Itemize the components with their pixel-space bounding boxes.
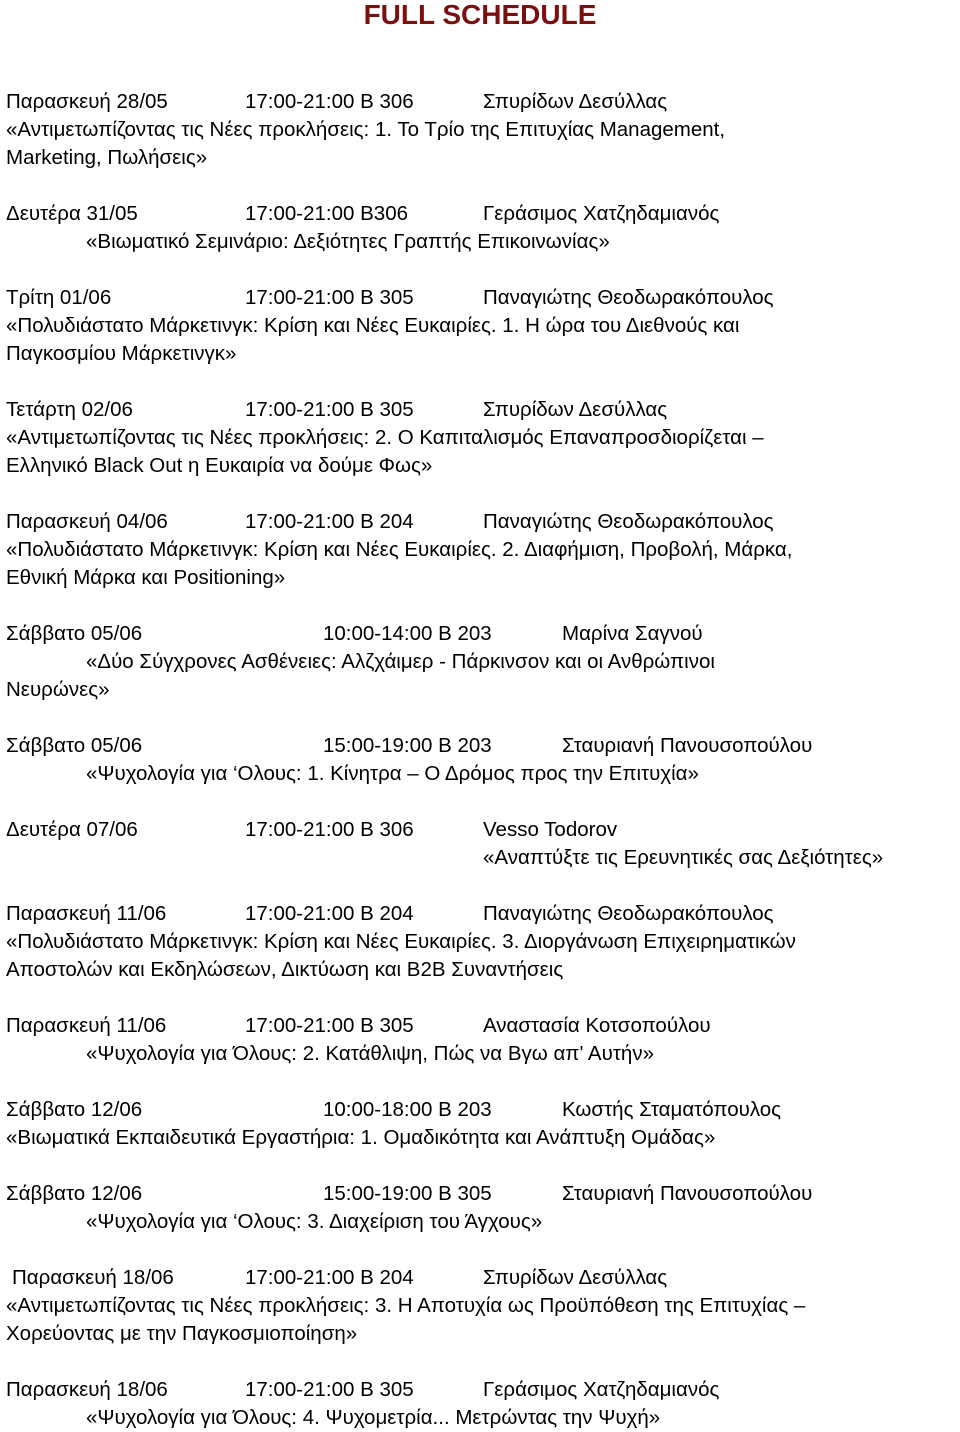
entry-description: «Ψυχολογία για ‘Ολους: 1. Κίνητρα – Ο Δρόμος προς την Επιτυχία» bbox=[86, 762, 699, 785]
entry-description: Αποστολών και Εκδηλώσεων, Δικτύωση και B2B Συναντήσεις bbox=[6, 958, 564, 981]
entry-description: «Αντιμετωπίζοντας τις Νέες προκλήσεις: 3. Η Αποτυχία ως Προϋπόθεση της Επιτυχίας – bbox=[6, 1294, 806, 1317]
entry-speaker: Παναγιώτης Θεοδωρακόπουλος bbox=[483, 510, 774, 533]
entry-description: Παγκοσμίου Μάρκετινγκ» bbox=[6, 342, 237, 365]
entry-day: Σάββατο 05/06 bbox=[6, 622, 143, 645]
entry-day: Σάββατο 12/06 bbox=[6, 1098, 143, 1121]
entry-speaker: Αναστασία Κοτσοπούλου bbox=[483, 1014, 711, 1037]
entry-time-room: 15:00-19:00 B 203 bbox=[323, 734, 492, 757]
entry-description: «Αναπτύξτε τις Ερευνητικές σας Δεξιότητες» bbox=[483, 846, 884, 869]
entry-speaker: Παναγιώτης Θεοδωρακόπουλος bbox=[483, 286, 774, 309]
page-title: FULL SCHEDULE bbox=[363, 0, 597, 30]
entry-time-room: 10:00-18:00 B 203 bbox=[323, 1098, 492, 1121]
entry-time-room: 17:00-21:00 B 306 bbox=[245, 818, 414, 841]
entry-description: «Βιωματικό Σεμινάριο: Δεξιότητες Γραπτής Επικοινωνίας» bbox=[86, 230, 610, 253]
entry-day: Σάββατο 12/06 bbox=[6, 1182, 143, 1205]
entry-time-room: 17:00-21:00 B 305 bbox=[245, 286, 414, 309]
entry-speaker: Μαρίνα Σαγνού bbox=[562, 622, 703, 645]
entry-time-room: 17:00-21:00 B 305 bbox=[245, 1378, 414, 1401]
entry-time-room: 17:00-21:00 B 204 bbox=[245, 1266, 414, 1289]
entry-day: Παρασκευή 11/06 bbox=[6, 1014, 167, 1037]
entry-day: Δευτέρα 31/05 bbox=[6, 202, 138, 225]
entry-description: Marketing, Πωλήσεις» bbox=[6, 146, 208, 169]
entry-description: Ελληνικό Black Out η Ευκαιρία να δούμε Φως» bbox=[6, 454, 433, 477]
entry-day: Δευτέρα 07/06 bbox=[6, 818, 138, 841]
entry-time-room: 15:00-19:00 B 305 bbox=[323, 1182, 492, 1205]
entry-time-room: 17:00-21:00 B 306 bbox=[245, 90, 414, 113]
entry-time-room: 17:00-21:00 B306 bbox=[245, 202, 408, 225]
entry-day: Τετάρτη 02/06 bbox=[6, 398, 133, 421]
entry-time-room: 17:00-21:00 B 204 bbox=[245, 902, 414, 925]
entry-day: Παρασκευή 04/06 bbox=[6, 510, 168, 533]
entry-time-room: 17:00-21:00 B 305 bbox=[245, 1014, 414, 1037]
entry-time-room: 10:00-14:00 B 203 bbox=[323, 622, 492, 645]
entry-speaker: Γεράσιμος Χατζηδαμιανός bbox=[483, 1378, 720, 1401]
entry-speaker: Vesso Todorov bbox=[483, 818, 618, 841]
entry-speaker: Παναγιώτης Θεοδωρακόπουλος bbox=[483, 902, 774, 925]
entry-description: «Πολυδιάστατο Μάρκετινγκ: Κρίση και Νέες Ευκαιρίες. 2. Διαφήμιση, Προβολή, Μάρκα, bbox=[6, 538, 793, 561]
entry-description: Εθνική Μάρκα και Positioning» bbox=[6, 566, 286, 589]
entry-description: «Αντιμετωπίζοντας τις Νέες προκλήσεις: 2. Ο Καπιταλισμός Επαναπροσδιορίζεται – bbox=[6, 426, 764, 449]
entry-description: Νευρώνες» bbox=[6, 678, 110, 701]
entry-day: Παρασκευή 18/06 bbox=[6, 1378, 168, 1401]
entry-description: «Ψυχολογία για Όλους: 2. Κατάθλιψη, Πώς να Βγω απ' Αυτήν» bbox=[86, 1042, 654, 1065]
entry-day: Σάββατο 05/06 bbox=[6, 734, 143, 757]
entry-speaker: Σπυρίδων Δεσύλλας bbox=[483, 90, 668, 113]
entry-description: «Δύο Σύγχρονες Ασθένειες: Αλζχάιμερ - Πάρκινσον και οι Ανθρώπινοι bbox=[86, 650, 715, 673]
entry-description: «Πολυδιάστατο Μάρκετινγκ: Κρίση και Νέες Ευκαιρίες. 1. Η ώρα του Διεθνούς και bbox=[6, 314, 740, 337]
entry-description: «Αντιμετωπίζοντας τις Νέες προκλήσεις: 1. Το Τρίο της Επιτυχίας Management, bbox=[6, 118, 726, 141]
entry-speaker: Σταυριανή Πανουσοπούλου bbox=[562, 734, 813, 757]
entry-time-room: 17:00-21:00 B 305 bbox=[245, 398, 414, 421]
entry-speaker: Κωστής Σταματόπουλος bbox=[562, 1098, 782, 1121]
entry-day: Παρασκευή 18/06 bbox=[12, 1266, 174, 1289]
entry-speaker: Σπυρίδων Δεσύλλας bbox=[483, 1266, 668, 1289]
entry-description: «Ψυχολογία για Όλους: 4. Ψυχομετρία... Μετρώντας την Ψυχή» bbox=[86, 1406, 661, 1429]
entry-description: «Βιωματικά Εκπαιδευτικά Εργαστήρια: 1. Ομαδικότητα και Ανάπτυξη Ομάδας» bbox=[6, 1126, 716, 1149]
entry-speaker: Γεράσιμος Χατζηδαμιανός bbox=[483, 202, 720, 225]
entry-day: Παρασκευή 28/05 bbox=[6, 90, 168, 113]
entry-day: Παρασκευή 11/06 bbox=[6, 902, 167, 925]
entry-day: Τρίτη 01/06 bbox=[6, 286, 112, 309]
entry-description: Χορεύοντας με την Παγκοσμιοποίηση» bbox=[6, 1322, 358, 1345]
entry-speaker: Σταυριανή Πανουσοπούλου bbox=[562, 1182, 813, 1205]
entry-description: «Πολυδιάστατο Μάρκετινγκ: Κρίση και Νέες Ευκαιρίες. 3. Διοργάνωση Επιχειρηματικών bbox=[6, 930, 796, 953]
entry-description: «Ψυχολογία για ‘Ολους: 3. Διαχείριση του Άγχους» bbox=[86, 1210, 543, 1233]
entry-speaker: Σπυρίδων Δεσύλλας bbox=[483, 398, 668, 421]
entry-time-room: 17:00-21:00 B 204 bbox=[245, 510, 414, 533]
